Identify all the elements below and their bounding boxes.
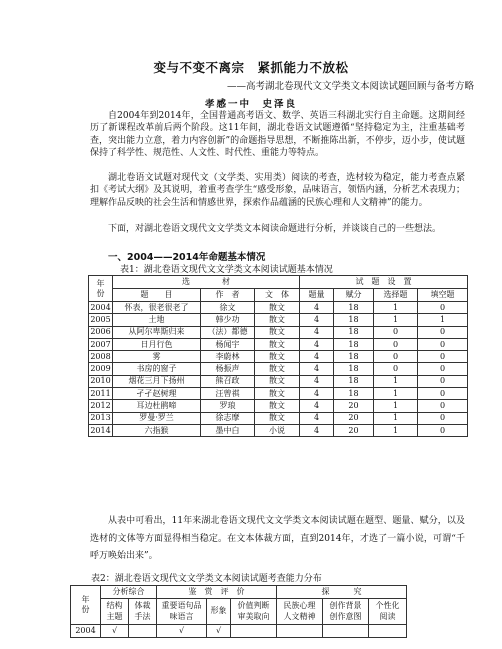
cell-genre: 散文 xyxy=(255,351,300,363)
table2-caption: 表2：湖北卷语文现代文文学类文本阅读试题考查能力分布 xyxy=(91,574,322,584)
cell-title: 雾 xyxy=(113,351,201,363)
cell-image: √ xyxy=(207,625,231,638)
cell-year: 2005 xyxy=(89,314,113,326)
cell-count: 4 xyxy=(300,302,334,314)
cell-year: 2008 xyxy=(89,351,113,363)
col-intent: 创作背景创作意图 xyxy=(323,599,369,625)
col-count: 题量 xyxy=(300,289,334,302)
intro-paragraph-2: 湖北卷语文试题对现代文（文学类、实用类）阅读的考查，选材较为稳定，能力考查点紧扣《考试大纲》及其说明，着重考查学生“感受形象，品味语言，领悟内涵，分析艺术表现力；理解作品反映的社会生活和情感世界，探索作品蕴涵的民族心理和人文精神”的能力。 xyxy=(90,173,465,208)
cell-author: （法）都德 xyxy=(201,326,255,338)
intro-paragraph-3: 下面，对湖北卷语文现代文文学类文本阅读命题进行分析，并谈谈自己的一些想法。 xyxy=(108,224,442,234)
table1-caption: 表1：湖北卷语文现代文文学类文本阅读试题基本情况 xyxy=(120,265,333,275)
cell-score: 18 xyxy=(334,314,374,326)
col-score: 赋分 xyxy=(334,289,374,302)
cell-choice: 0 xyxy=(374,351,418,363)
cell-author: 徐志摩 xyxy=(201,412,255,424)
table-row xyxy=(89,388,468,400)
cell-choice: 1 xyxy=(374,412,418,424)
cell-title: 从阿尔卑斯归来 xyxy=(113,326,201,338)
cell-title: 孑孑赵树理 xyxy=(113,388,201,400)
cell-choice: 0 xyxy=(374,363,418,375)
cell-genre: 散文 xyxy=(255,302,300,314)
cell-author: 杨振声 xyxy=(201,363,255,375)
cell-title: 书房的窗子 xyxy=(113,363,201,375)
cell-blank: 0 xyxy=(418,351,468,363)
section-heading: 一、2004——2014年命题基本情况 xyxy=(108,252,266,263)
cell-author: 墨中白 xyxy=(201,424,255,436)
table-row xyxy=(89,424,468,436)
cell-genre: 散文 xyxy=(255,412,300,424)
table-row xyxy=(71,625,407,638)
cell-score: 18 xyxy=(334,338,374,350)
cell-author: 汪曾祺 xyxy=(201,388,255,400)
cell-year: 2007 xyxy=(89,338,113,350)
cell-title: 罗曼·罗兰 xyxy=(113,412,201,424)
cell-structure: √ xyxy=(101,625,129,638)
cell-blank: 0 xyxy=(418,302,468,314)
cell-year: 2012 xyxy=(89,400,113,412)
table-row xyxy=(89,314,468,326)
intro-paragraph-1: 自2004年到2014年，全国普通高考语文、数学、英语三科湖北实行自主命题。这期间经历了新课程改革前后两个阶段。这11年间，湖北卷语文试题遵循“坚持稳定为主，注重基础考查，突出能力立意，着力内容创新”的命题指导思想，不断推陈出新，不停步，迈小步，使试题保持了科学性、规范性、人文性、时代性、重能力等特点。 xyxy=(90,111,465,158)
cell-blank: 0 xyxy=(418,363,468,375)
cell-genre: 散文 xyxy=(255,314,300,326)
table1-basic-info xyxy=(88,275,468,437)
cell-score: 18 xyxy=(334,388,374,400)
cell-genre: 小说 xyxy=(255,424,300,436)
cell-score: 20 xyxy=(334,412,374,424)
cell-genre: 散文 xyxy=(255,338,300,350)
cell-author: 熊召政 xyxy=(201,375,255,387)
cell-count: 4 xyxy=(300,351,334,363)
article-author: 孝感一中 史泽良 xyxy=(204,99,297,110)
cell-genre: 散文 xyxy=(255,363,300,375)
cell-year: 2011 xyxy=(89,388,113,400)
article-subtitle: ——高考湖北卷现代文文学类文本阅读试题回顾与备考方略 xyxy=(226,81,474,92)
table-row xyxy=(89,351,468,363)
cell-score: 18 xyxy=(334,351,374,363)
col-personal: 个性化阅读 xyxy=(369,599,407,625)
cell-phrases: √ xyxy=(157,625,207,638)
header-appreciation: 鉴 赏 评 价 xyxy=(157,586,277,599)
cell-score: 20 xyxy=(334,424,374,436)
cell-title: 土地 xyxy=(113,314,201,326)
cell-year: 2013 xyxy=(89,412,113,424)
col-author: 作 者 xyxy=(201,289,255,302)
cell-title: 烟花三月下扬州 xyxy=(113,375,201,387)
cell-blank: 0 xyxy=(418,412,468,424)
cell-choice: 0 xyxy=(374,326,418,338)
cell-title: 怀表，很老很老了 xyxy=(113,302,201,314)
cell-year: 2014 xyxy=(89,424,113,436)
cell-intent xyxy=(323,625,369,638)
cell-count: 4 xyxy=(300,388,334,400)
cell-author: 杨闻宇 xyxy=(201,338,255,350)
cell-value xyxy=(231,625,277,638)
cell-author: 徐文 xyxy=(201,302,255,314)
analysis-paragraph: 从表中可看出，11年来湖北卷语文现代文文学类文本阅读试题在题型、题量、赋分，以及选材的文体等方面显得相当稳定。在文本体裁方面，直到2014年，才选了一篇小说，可谓“千呼万唤始出来”。 xyxy=(90,516,465,561)
table-row xyxy=(89,375,468,387)
cell-year: 2010 xyxy=(89,375,113,387)
cell-personal xyxy=(369,625,407,638)
cell-choice: 1 xyxy=(374,314,418,326)
table-row xyxy=(89,412,468,424)
cell-choice: 1 xyxy=(374,375,418,387)
cell-choice: 1 xyxy=(374,424,418,436)
col-spirit: 民族心理人文精神 xyxy=(277,599,323,625)
cell-genre: 散文 xyxy=(255,375,300,387)
cell-blank: 1 xyxy=(418,314,468,326)
header-material: 选 材 xyxy=(113,276,300,289)
cell-year: 2004 xyxy=(89,302,113,314)
table-row xyxy=(89,400,468,412)
cell-count: 4 xyxy=(300,412,334,424)
table-row xyxy=(89,302,468,314)
col-title: 题 目 xyxy=(113,289,201,302)
cell-year: 2006 xyxy=(89,326,113,338)
col-technique: 体裁手法 xyxy=(129,599,157,625)
cell-genre: 散文 xyxy=(255,400,300,412)
cell-blank: 0 xyxy=(418,424,468,436)
cell-blank: 0 xyxy=(418,326,468,338)
cell-count: 4 xyxy=(300,363,334,375)
cell-genre: 散文 xyxy=(255,326,300,338)
cell-count: 4 xyxy=(300,338,334,350)
cell-score: 18 xyxy=(334,302,374,314)
cell-count: 4 xyxy=(300,326,334,338)
header-year: 年份 xyxy=(89,276,113,302)
col-value: 价值判断审美取向 xyxy=(231,599,277,625)
cell-count: 4 xyxy=(300,424,334,436)
cell-score: 18 xyxy=(334,363,374,375)
cell-blank: 0 xyxy=(418,388,468,400)
cell-blank: 0 xyxy=(418,400,468,412)
header-settings: 试 题 设 置 xyxy=(300,276,468,289)
cell-choice: 1 xyxy=(374,388,418,400)
cell-year: 2004 xyxy=(71,625,101,638)
cell-choice: 0 xyxy=(374,338,418,350)
col-choice: 选择题 xyxy=(374,289,418,302)
cell-score: 18 xyxy=(334,326,374,338)
col-genre: 文 体 xyxy=(255,289,300,302)
cell-title: 日月行色 xyxy=(113,338,201,350)
cell-score: 20 xyxy=(334,400,374,412)
article-title: 变与不变不离宗 紧抓能力不放松 xyxy=(153,60,349,75)
cell-choice: 1 xyxy=(374,400,418,412)
cell-author: 罗琅 xyxy=(201,400,255,412)
cell-author: 韩少功 xyxy=(201,314,255,326)
table-row xyxy=(89,338,468,350)
cell-count: 4 xyxy=(300,400,334,412)
cell-count: 4 xyxy=(300,375,334,387)
cell-author: 李蔚林 xyxy=(201,351,255,363)
cell-technique xyxy=(129,625,157,638)
cell-blank: 0 xyxy=(418,338,468,350)
col-structure: 结构主题 xyxy=(101,599,129,625)
cell-score: 18 xyxy=(334,375,374,387)
cell-blank: 0 xyxy=(418,375,468,387)
cell-title: 六指猴 xyxy=(113,424,201,436)
table-row xyxy=(89,363,468,375)
cell-count: 4 xyxy=(300,314,334,326)
cell-title: 耳边杜鹃啼 xyxy=(113,400,201,412)
cell-choice: 1 xyxy=(374,302,418,314)
header-inquiry: 探 究 xyxy=(277,586,407,599)
table2-ability-distribution xyxy=(70,585,407,638)
header-analysis: 分析综合 xyxy=(101,586,157,599)
cell-year: 2009 xyxy=(89,363,113,375)
cell-spirit xyxy=(277,625,323,638)
col-phrases: 重要语句品味语言 xyxy=(157,599,207,625)
table-row xyxy=(89,326,468,338)
header-year: 年份 xyxy=(71,586,101,625)
col-image: 形象 xyxy=(207,599,231,625)
col-blank: 填空题 xyxy=(418,289,468,302)
cell-genre: 散文 xyxy=(255,388,300,400)
